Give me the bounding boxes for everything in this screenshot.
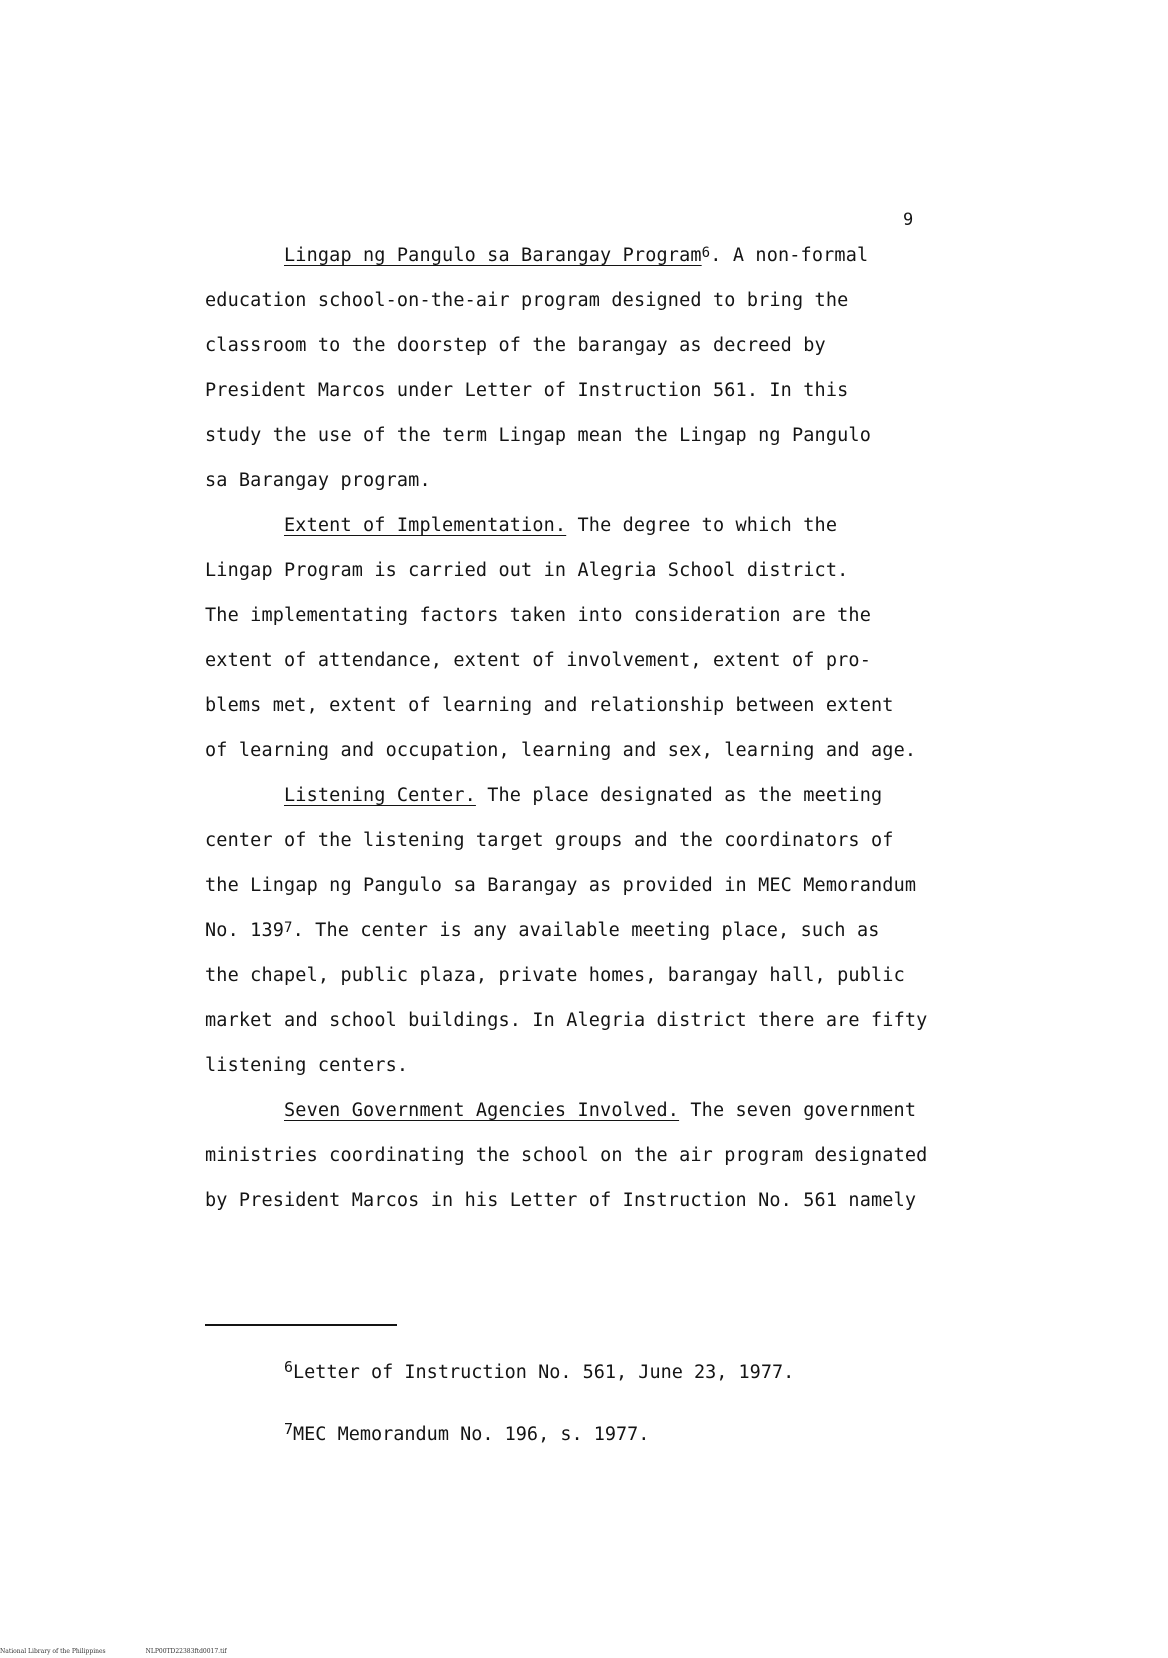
paragraph-line: Lingap Program is carried out in Alegria School district. [205, 560, 849, 581]
paragraph-line: No. $139^7$. The center is any available meeting place, such as [205, 920, 880, 941]
heading-listening-center: Listening Center. [284, 785, 476, 806]
paragraph-line: center of the listening target groups and the coordinators of [205, 830, 894, 851]
paragraph-line: the Lingap ng Pangulo sa Barangay as provided in MEC Memorandum [205, 875, 917, 896]
paragraph-3-line-1: Listening Center. The place designated as the meeting [284, 785, 883, 806]
paragraph-line: education school-on-the-air program designed to bring the [205, 290, 849, 311]
page-number: 9 [903, 210, 914, 230]
paragraph-line: sa Barangay program. [205, 470, 431, 491]
heading-extent-of-implementation: Extent of Implementation. [284, 515, 567, 536]
footnote-ref-6: 6 [701, 245, 711, 261]
footnote-divider [205, 1324, 397, 1326]
footnote-6: $^6$Letter of Instruction No. 561, June 23, 1977. [284, 1358, 795, 1383]
heading-seven-government-agencies: Seven Government Agencies Involved. [284, 1100, 680, 1121]
heading-lingap: Lingap ng Pangulo sa Barangay Program [284, 245, 702, 266]
footnote-7: $^7$MEC Memorandum No. 196, s. 1977. [284, 1420, 650, 1445]
paragraph-line: by President Marcos in his Letter of Instruction No. 561 namely [205, 1190, 917, 1211]
scan-footer: National Library of the Philippines NLP00TD22383ftd0017.tif [0, 1648, 227, 1655]
paragraph-1-line-1: Lingap ng Pangulo sa Barangay Program$^6$. A non-formal [284, 245, 869, 266]
paragraph-4-line-1: Seven Government Agencies Involved. The seven government [284, 1100, 917, 1121]
paragraph-line: the chapel, public plaza, private homes, barangay hall, public [205, 965, 905, 986]
paragraph-line: The implementating factors taken into consideration are the [205, 605, 871, 626]
paragraph-line: President Marcos under Letter of Instruction 561. In this [205, 380, 849, 401]
paragraph-line: extent of attendance, extent of involvement, extent of pro- [205, 650, 871, 671]
paragraph-line: classroom to the doorstep of the barangay as decreed by [205, 335, 826, 356]
paragraph-line: study the use of the term Lingap mean the Lingap ng Pangulo [205, 425, 871, 446]
paragraph-line: blems met, extent of learning and relationship between extent [205, 695, 894, 716]
footnote-ref-7: 7 [284, 920, 293, 936]
paragraph-line: of learning and occupation, learning and sex, learning and age. [205, 740, 917, 761]
paragraph-2-line-1: Extent of Implementation. The degree to which the [284, 515, 838, 536]
paragraph-line: ministries coordinating the school on the air program designated [205, 1145, 928, 1166]
paragraph-line: listening centers. [205, 1055, 409, 1076]
paragraph-line: market and school buildings. In Alegria district there are fifty [205, 1010, 928, 1031]
